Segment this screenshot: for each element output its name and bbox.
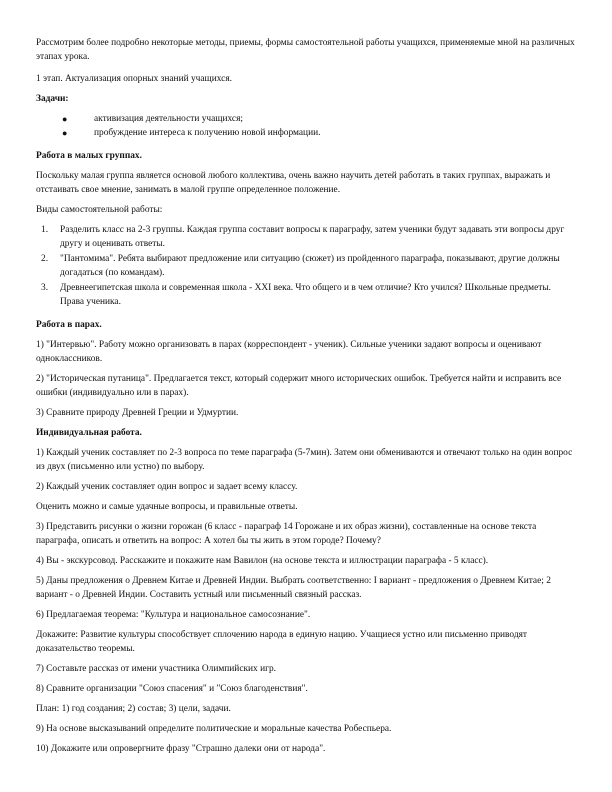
- individual-item: 7) Составьте рассказ от имени участника Олимпийских игр.: [36, 664, 276, 674]
- list-item: ● пробуждение интереса к получению новой информации.: [62, 128, 321, 138]
- individual-item: 9) На основе высказываний определите политические и моральные качества Робеспьера.: [36, 724, 392, 734]
- individual-item: Докажите: Развитие культуры способствует сплочению народа в единую нацию. Учащиеся устно или письменно приводят доказательство теоремы.: [36, 630, 528, 654]
- document-page: [36, 36, 576, 762]
- stage-1-label: 1 этап. Актуализация опорных знаний учащихся.: [36, 74, 232, 84]
- pairs-item-2: 2) "Историческая путаница". Предлагается текст, который содержит много исторических ошибок. Требуется найти и исправить все ошибки (индивидуально или в парах).: [36, 374, 562, 398]
- list-item: 1. Разделить класс на 2-3 группы. Каждая группа составит вопросы к параграфу, затем ученики будут задавать эти вопросы друг другу и оценивать ответы.: [41, 225, 565, 249]
- groups-paragraph: Поскольку малая группа является основой любого коллектива, очень важно научить детей работать в таких группах, выражать и отстаивать свое мнение, занимать в малой группе определенное положение.: [36, 171, 551, 195]
- list-item: 2. "Пантомима". Ребята выбирают предложение или ситуацию (сюжет) из пройденного параграфа, показывают, другие должны догадаться (по командам).: [41, 254, 560, 278]
- individual-heading: Индивидуальная работа.: [36, 428, 142, 438]
- groups-heading: Работа в малых группах.: [36, 151, 142, 161]
- tasks-list: [36, 112, 576, 140]
- list-item: 3. Древнеегипетская школа и современная школа - XXI века. Что общего и в чем отличие? Кто учился? Школьные предметы. Права ученика.: [41, 283, 552, 307]
- types-label: Виды самостоятельной работы:: [36, 205, 163, 215]
- individual-item: 2) Каждый ученик составляет один вопрос и задает всему классу.: [36, 482, 298, 492]
- individual-item: 8) Сравните организации "Союз спасения" и "Союз благоденствия".: [36, 684, 308, 694]
- pairs-item-3: 3) Сравните природу Древней Греции и Удмуртии.: [36, 408, 239, 418]
- individual-item: 1) Каждый ученик составляет по 2-3 вопроса по теме параграфа (5-7мин). Затем они обмениваются и отвечают только на один вопрос из двух (письменно или устно) по выбору.: [36, 448, 573, 472]
- individual-item: 10) Докажите или опровергните фразу "Страшно далеки они от народа".: [36, 744, 326, 754]
- pairs-heading: Работа в парах.: [36, 320, 102, 330]
- tasks-heading: Задачи:: [36, 94, 69, 104]
- bullet-icon: ●: [62, 128, 68, 138]
- individual-item: 3) Представить рисунки о жизни горожан (6 класс - параграф 14 Горожане и их образ жизни), составленные на основе текста параграфа, описать и ответить на вопрос: А хотел бы ты жить в этом городе? Почему?: [36, 522, 537, 546]
- individual-item: 4) Вы - экскурсовод. Расскажите и покажите нам Вавилон (на основе текста и иллюстрации параграфа - 5 класс).: [36, 556, 489, 566]
- groups-list: [36, 223, 576, 309]
- individual-item: 5) Даны предложения о Древнем Китае и Древней Индии. Выбрать соответственно: I вариант - предложения о Древнем Китае; 2 вариант - о Древней Индии. Составить устный или письменный связный рассказ.: [36, 576, 551, 600]
- bullet-icon: ●: [62, 114, 68, 124]
- individual-item: Оценить можно и самые удачные вопросы, и правильные ответы.: [36, 502, 298, 512]
- individual-item: План: 1) год создания; 2) состав; 3) цели, задачи.: [36, 704, 231, 714]
- list-item: ● активизация деятельности учащихся;: [62, 114, 244, 124]
- intro-paragraph: Рассмотрим более подробно некоторые методы, приемы, формы самостоятельной работы учащихся, применяемые мной на различных этапах урока.: [36, 38, 575, 62]
- pairs-item-1: 1) "Интервью". Работу можно организовать в парах (корреспондент - ученик). Сильные ученики задают вопросы и оценивают одноклассников.: [36, 340, 542, 364]
- individual-item: 6) Предлагаемая теорема: "Культура и национальное самосознание".: [36, 610, 311, 620]
